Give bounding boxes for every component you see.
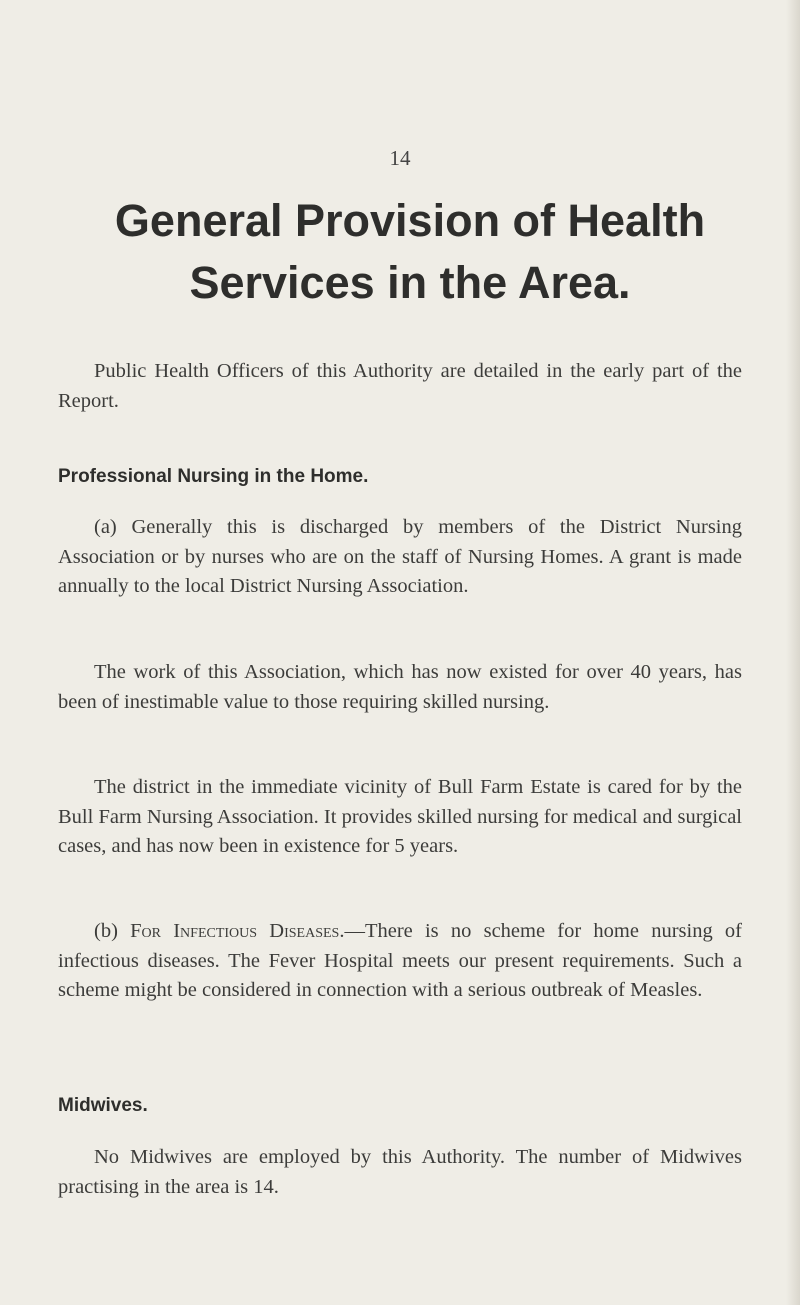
page-number: 14 [389,146,411,170]
section-heading-nursing: Professional Nursing in the Home. [58,466,369,487]
paragraph-association-work-text: The work of this Association, which has now existed for over 40 years, has been of inestimable value to those requiring skilled nursing. [58,661,742,713]
page-title-line-1: General Provision of Health [114,195,706,246]
intro-paragraph [58,357,742,416]
paragraph-a-text: (a) Generally this is discharged by members of the District Nursing Association or by nurses who are on the staff of Nursing Homes. A grant is made annually to the local District Nursing Association. [58,516,742,597]
page-title [60,190,760,314]
paragraph-bull-farm [58,773,742,862]
page-edge-shadow [786,0,800,1305]
paragraph-b-subheading: For Infectious Diseases. [130,920,345,942]
paragraph-midwives-text: No Midwives are employed by this Authority. The number of Midwives practising in the area is 14. [58,1146,742,1198]
paragraph-association-work [58,658,742,717]
paragraph-b-label: (b) [94,920,118,942]
paragraph-a [58,513,742,602]
paragraph-midwives [58,1143,742,1202]
page-title-line-2: Services in the Area. [189,257,631,308]
intro-text: Public Health Officers of this Authority are detailed in the early part of the Report. [58,360,742,412]
section-heading-midwives: Midwives. [58,1095,148,1116]
paragraph-b-text: —There is no scheme for home nursing of infectious diseases. The Fever Hospital meets our present requirements. Such a scheme might be considered in connection with a serious outbreak of Measles. [58,920,743,1001]
paragraph-bull-farm-text: The district in the immediate vicinity of Bull Farm Estate is cared for by the Bull Farm Nursing Association. It provides skilled nursing for medical and surgical cases, and has now been in existence for 5 years. [58,776,742,857]
paragraph-b [58,917,742,1006]
